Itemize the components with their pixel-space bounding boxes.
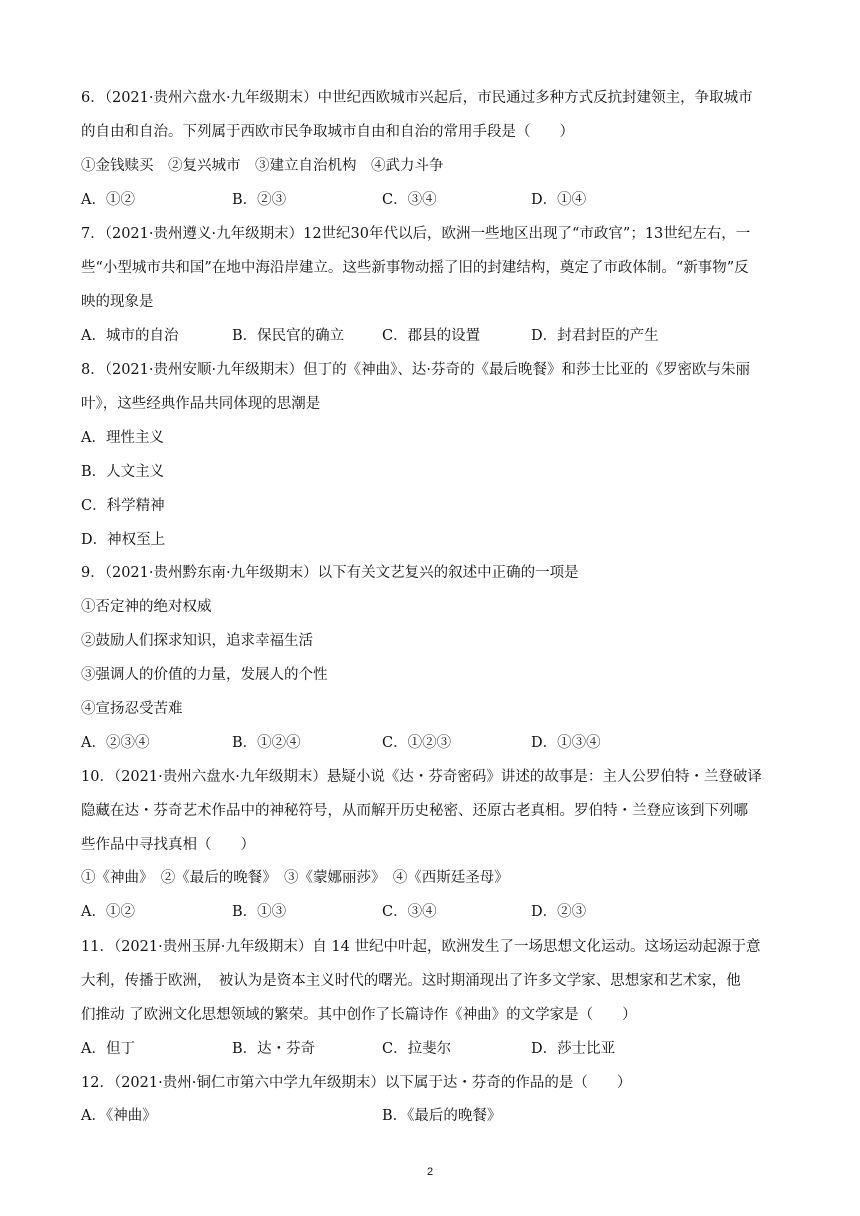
option-c: C．科学精神: [81, 498, 165, 514]
question-stem-line: 12．（2021·贵州·铜仁市第六中学九年级期末）以下属于达・芬奇的作品的是（ ）: [81, 1075, 632, 1091]
option-b: B．①③: [232, 904, 287, 920]
question-stem-line: 6．（2021·贵州六盘水·九年级期末）中世纪西欧城市兴起后，市民通过多种方式反抗封建领主，争取城市: [81, 90, 753, 106]
question-stem-line: 些“小型城市共和国”在地中海沿岸建立。这些新事物动摇了旧的封建结构，奠定了市政体制。“新事物”反: [81, 260, 749, 276]
option-b: B．人文主义: [81, 464, 165, 480]
option-d: D．神权至上: [81, 532, 166, 548]
option-a: A．②③④: [81, 735, 150, 751]
option-a: A．①②: [81, 192, 135, 208]
question-stem-line: 10．（2021·贵州六盘水·九年级期末）悬疑小说《达・芬奇密码》讲述的故事是：主人公罗伯特・兰登破译: [81, 769, 762, 785]
question-stem-line: 8．（2021·贵州安顺·九年级期末）但丁的《神曲》、达·芬奇的《最后晚餐》和莎士比亚的《罗密欧与朱丽: [81, 362, 750, 378]
question-stem-line: 些作品中寻找真相（ ）: [81, 837, 255, 853]
question-stem-line: 7．（2021·贵州遵义·九年级期末）12世纪30年代以后，欧洲一些地区出现了“市政官”；13世纪左右，一: [81, 226, 751, 242]
question-stem-line: 映的现象是: [81, 294, 154, 310]
question-stem-line: ④宣扬忍受苦难: [81, 701, 183, 717]
question-stem-line: 的自由和自治。下列属于西欧市民争取城市自由和自治的常用手段是（ ）: [81, 124, 574, 140]
question-stem-line: ②鼓励人们探求知识，追求幸福生活: [81, 633, 313, 649]
option-c: C．拉斐尔: [382, 1041, 452, 1057]
option-d: D．封君封臣的产生: [531, 328, 659, 344]
question-stem-line: ①金钱赎买 ②复兴城市 ③建立自治机构 ④武力斗争: [81, 158, 444, 174]
option-b: B．①②④: [232, 735, 301, 751]
option-b: B．《最后的晚餐》: [382, 1108, 502, 1124]
question-stem-line: 9．（2021·贵州黔东南·九年级期末）以下有关文艺复兴的叙述中正确的一项是: [81, 565, 579, 581]
option-a: A．《神曲》: [81, 1108, 157, 1124]
question-stem-line: 们推动 了欧洲文化思想领域的繁荣。其中创作了长篇诗作《神曲》的文学家是（ ）: [81, 1007, 637, 1023]
option-a: A．理性主义: [81, 430, 164, 446]
option-a: A．城市的自治: [81, 328, 179, 344]
question-stem-line: 11．（2021·贵州玉屏·九年级期末）自 14 世纪中叶起，欧洲发生了一场思想文化运动。这场运动起源于意: [81, 939, 761, 955]
page-number: 2: [426, 1166, 434, 1178]
question-stem-line: 大利，传播于欧洲， 被认为是资本主义时代的曙光。这时期涌现出了许多文学家、思想家和艺术家，他: [81, 973, 741, 989]
option-d: D．莎士比亚: [531, 1041, 616, 1057]
option-d: D．①④: [531, 192, 587, 208]
option-c: C．③④: [382, 904, 437, 920]
question-stem-line: 叶》，这些经典作品共同体现的思潮是: [81, 396, 321, 412]
option-c: C．③④: [382, 192, 437, 208]
option-c: C．郡县的设置: [382, 328, 481, 344]
question-stem-line: ③强调人的价值的力量，发展人的个性: [81, 667, 328, 683]
option-b: B．②③: [232, 192, 287, 208]
option-b: B．达・芬奇: [232, 1041, 316, 1057]
question-stem-line: 隐藏在达・芬奇艺术作品中的神秘符号，从而解开历史秘密、还原古老真相。罗伯特・兰登应该到下列哪: [81, 803, 748, 819]
option-d: D．②③: [531, 904, 587, 920]
question-stem-line: ①《神曲》 ②《最后的晚餐》 ③《蒙娜丽莎》 ④《西斯廷圣母》: [81, 870, 509, 886]
option-b: B．保民官的确立: [232, 328, 345, 344]
option-c: C．①②③: [382, 735, 452, 751]
option-a: A．但丁: [81, 1041, 135, 1057]
question-stem-line: ①否定神的绝对权威: [81, 599, 212, 615]
option-d: D．①③④: [531, 735, 601, 751]
option-a: A．①②: [81, 904, 135, 920]
